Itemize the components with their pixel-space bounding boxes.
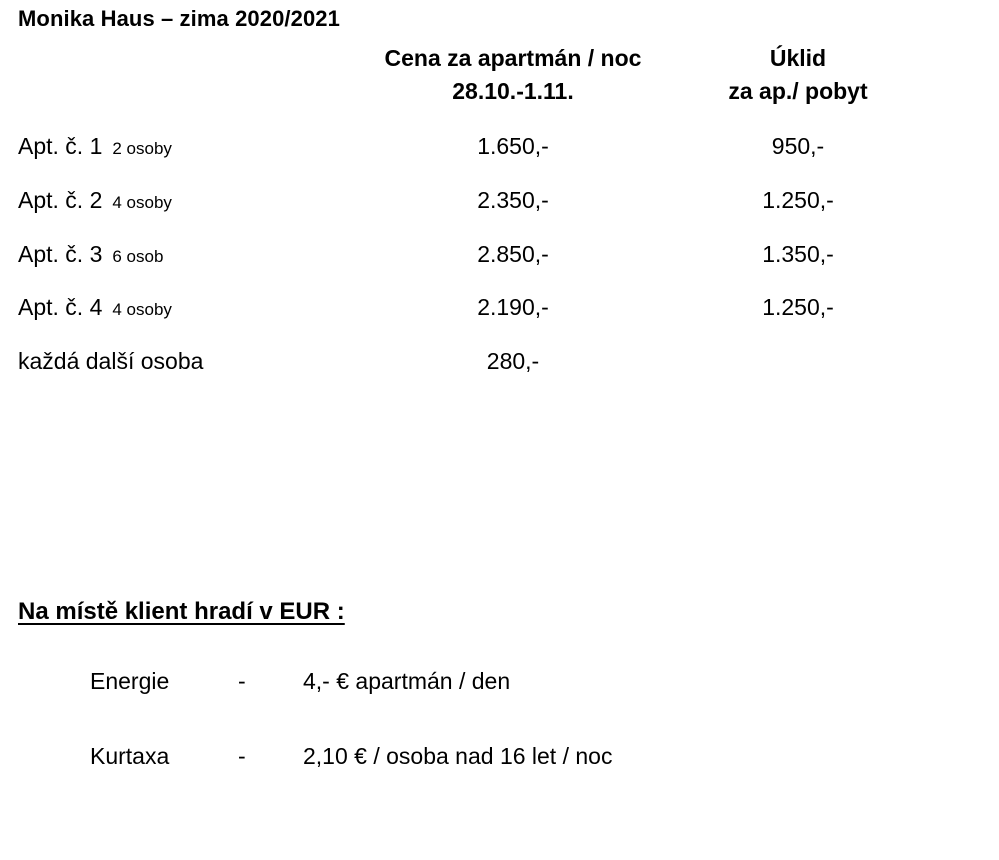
spacer-cell — [348, 107, 678, 133]
apartment-price: 2.350,- — [477, 186, 549, 213]
table-header-row — [18, 42, 918, 107]
apartment-cleaning-fee: 1.250,- — [762, 294, 834, 321]
apartment-name: Apt. č. 1 — [18, 133, 103, 160]
header-price-column — [348, 42, 678, 107]
spacer-cell — [18, 268, 348, 294]
header-price-line1: Cena za apartmán / noc — [384, 45, 642, 71]
eur-fee-list — [90, 668, 950, 817]
spacer-cell — [348, 161, 678, 187]
table-body — [18, 107, 918, 375]
apartment-name: Apt. č. 3 — [18, 240, 103, 267]
apartment-cleaning-fee: 950,- — [771, 133, 825, 160]
eur-item-name: Kurtaxa — [90, 742, 170, 769]
apartment-price: 1.650,- — [477, 133, 549, 160]
spacer-cell — [18, 161, 348, 187]
apartment-name: Apt. č. 4 — [18, 294, 103, 321]
spacer-cell — [348, 322, 678, 348]
apartment-capacity: 2 osoby — [112, 139, 172, 159]
apartment-label — [18, 133, 348, 161]
spacer-cell — [678, 107, 918, 133]
eur-item-name: Energie — [90, 668, 170, 694]
header-cleaning-column — [678, 42, 918, 107]
spacer-cell — [348, 268, 678, 294]
spacer-cell — [18, 322, 348, 348]
apartment-cleaning-fee: 1.250,- — [762, 186, 834, 213]
spacer-cell — [678, 322, 918, 348]
spacer-cell — [18, 215, 348, 241]
extra-person-label: každá další osoba — [18, 347, 204, 374]
eur-item-value: 4,- € apartmán / den — [303, 668, 511, 694]
header-label-column — [18, 42, 348, 107]
apartment-label — [18, 187, 348, 215]
list-item — [90, 743, 950, 771]
spacer-cell — [678, 215, 918, 241]
price-table — [18, 42, 918, 375]
eur-item-dash: - — [238, 742, 246, 769]
spacer-cell — [18, 107, 348, 133]
table-row — [18, 133, 918, 161]
apartment-cleaning-fee: 1.350,- — [762, 240, 834, 267]
table-row — [18, 241, 918, 269]
eur-section-heading: Na místě klient hradí v EUR : — [18, 598, 345, 625]
table-header — [18, 42, 918, 107]
extra-person-price: 280,- — [486, 347, 540, 374]
list-item — [90, 668, 950, 696]
header-cleaning-line2: za ap./ pobyt — [728, 77, 868, 104]
spacer-cell — [678, 268, 918, 294]
spacer-row — [18, 215, 918, 241]
spacer-row — [18, 161, 918, 187]
apartment-price: 2.850,- — [477, 240, 549, 267]
table-row — [18, 187, 918, 215]
spacer-row — [18, 268, 918, 294]
apartment-price: 2.190,- — [477, 294, 549, 321]
apartment-name: Apt. č. 2 — [18, 186, 103, 213]
extra-person-cleaning — [678, 348, 918, 376]
spacer-cell — [348, 215, 678, 241]
apartment-label — [18, 241, 348, 269]
apartment-label — [18, 294, 348, 322]
extra-person-row — [18, 348, 918, 376]
header-cleaning-line1: Úklid — [769, 45, 827, 71]
spacer-row — [18, 322, 918, 348]
apartment-capacity: 4 osoby — [112, 300, 172, 320]
spacer-cell — [678, 161, 918, 187]
table-row — [18, 294, 918, 322]
apartment-capacity: 4 osoby — [112, 192, 172, 212]
apartment-capacity: 6 osob — [112, 246, 164, 266]
page-title: Monika Haus – zima 2020/2021 — [18, 6, 340, 31]
eur-item-dash: - — [238, 668, 246, 694]
spacer-row — [18, 107, 918, 133]
header-price-line2: 28.10.-1.11. — [452, 77, 574, 104]
eur-item-value: 2,10 € / osoba nad 16 let / noc — [303, 742, 613, 769]
